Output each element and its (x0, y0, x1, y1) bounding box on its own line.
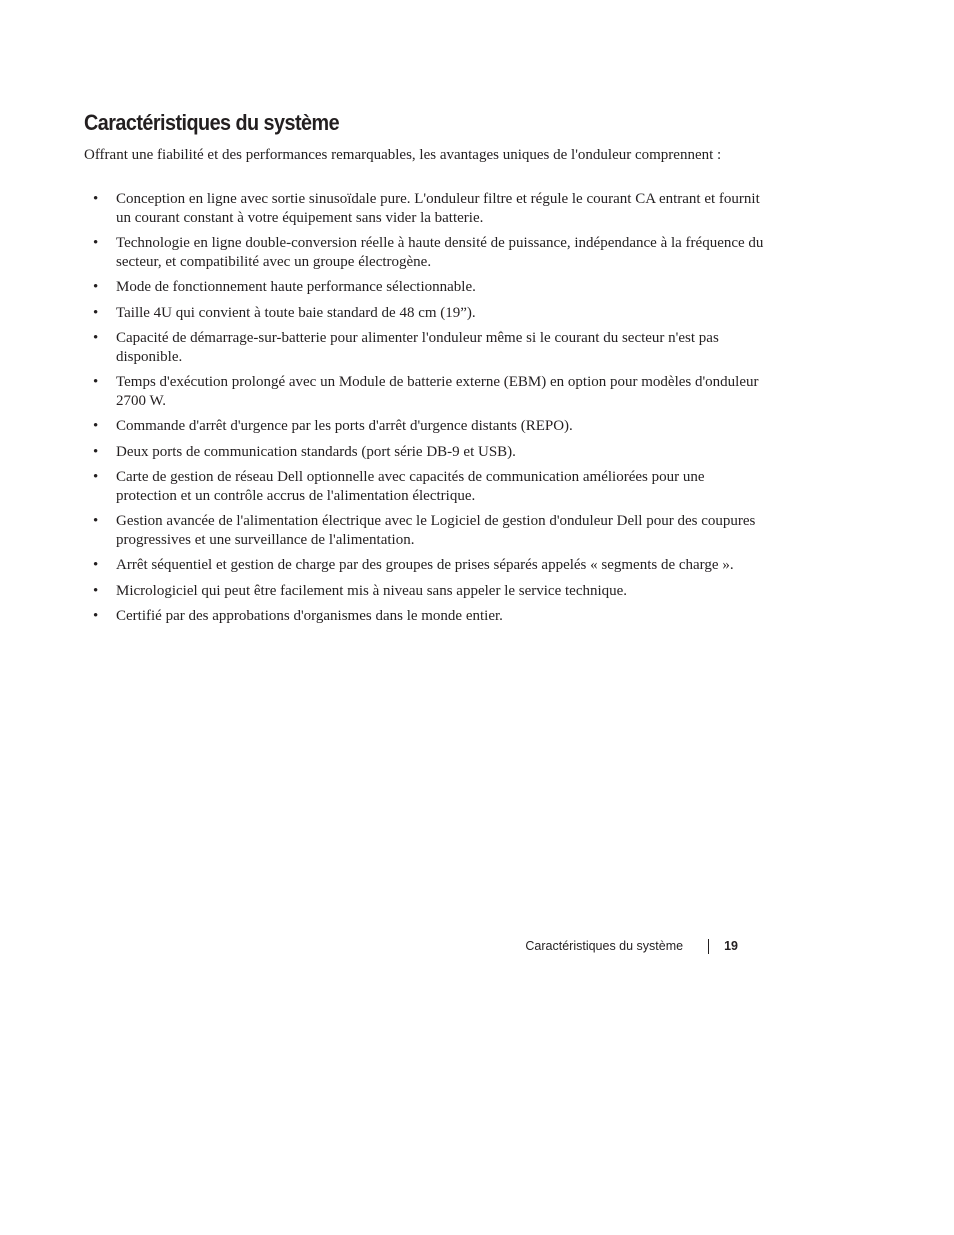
feature-text: Commande d'arrêt d'urgence par les ports d'arrêt d'urgence distants (REPO). (116, 418, 573, 434)
feature-text: Capacité de démarrage-sur-batterie pour alimenter l'onduleur même si le courant du secteur n'est pas disponible. (116, 330, 719, 365)
bullet-icon: • (93, 608, 99, 624)
feature-list (84, 190, 764, 633)
feature-text: Mode de fonctionnement haute performance sélectionnable. (116, 279, 476, 295)
bullet-icon: • (93, 235, 99, 251)
feature-text: Arrêt séquentiel et gestion de charge par des groupes de prises séparés appelés « segments de charge ». (116, 557, 734, 573)
feature-text: Technologie en ligne double-conversion réelle à haute densité de puissance, indépendance à la fréquence du secteur, et compatibilité avec un groupe électrogène. (116, 235, 764, 270)
list-item (84, 607, 764, 626)
bullet-icon: • (93, 279, 99, 295)
page-number: 19 (724, 939, 738, 953)
feature-text: Gestion avancée de l'alimentation électrique avec le Logiciel de gestion d'onduleur Dell pour des coupures progressives et une surveillance de l'alimentation. (116, 513, 756, 548)
bullet-icon: • (93, 443, 99, 460)
feature-text: Micrologiciel qui peut être facilement mis à niveau sans appeler le service technique. (116, 582, 628, 599)
list-item (84, 329, 764, 366)
bullet-icon: • (93, 469, 99, 485)
bullet-icon: • (93, 374, 99, 390)
intro-paragraph: Offrant une fiabilité et des performances remarquables, les avantages uniques de l'onduleur comprennent : (84, 147, 722, 163)
list-item (84, 278, 764, 297)
footer-divider (708, 939, 709, 954)
feature-text: Certifié par des approbations d'organismes dans le monde entier. (116, 608, 503, 624)
list-item (84, 417, 764, 436)
list-item (84, 190, 764, 227)
page-footer (525, 937, 738, 955)
feature-text: Carte de gestion de réseau Dell optionnelle avec capacités de communication améliorées pour une protection et un contrôle accrus de l'alimentation électrique. (116, 469, 705, 504)
feature-text: Taille 4U qui convient à toute baie standard de 48 cm (19”). (116, 304, 476, 321)
list-item (84, 443, 764, 462)
feature-text: Temps d'exécution prolongé avec un Module de batterie externe (EBM) en option pour modèles d'onduleur 2700 W. (116, 374, 759, 409)
list-item (84, 556, 764, 575)
bullet-icon: • (93, 513, 99, 529)
footer-section-title: Caractéristiques du système (525, 939, 684, 953)
bullet-icon: • (93, 191, 99, 207)
list-item (84, 512, 764, 549)
list-item (84, 373, 764, 410)
feature-text: Deux ports de communication standards (port série DB-9 et USB). (116, 443, 516, 460)
list-item (84, 468, 764, 505)
list-item (84, 304, 764, 323)
feature-text: Conception en ligne avec sortie sinusoïdale pure. L'onduleur filtre et régule le courant CA entrant et fournit un courant constant à votre équipement sans vider la batterie. (116, 191, 760, 226)
bullet-icon: • (93, 557, 99, 573)
list-item (84, 582, 764, 601)
page-title: Caractéristiques du système (84, 110, 340, 135)
bullet-icon: • (93, 330, 99, 346)
bullet-icon: • (93, 418, 99, 434)
bullet-icon: • (93, 582, 99, 599)
list-item (84, 234, 764, 271)
bullet-icon: • (93, 304, 99, 321)
